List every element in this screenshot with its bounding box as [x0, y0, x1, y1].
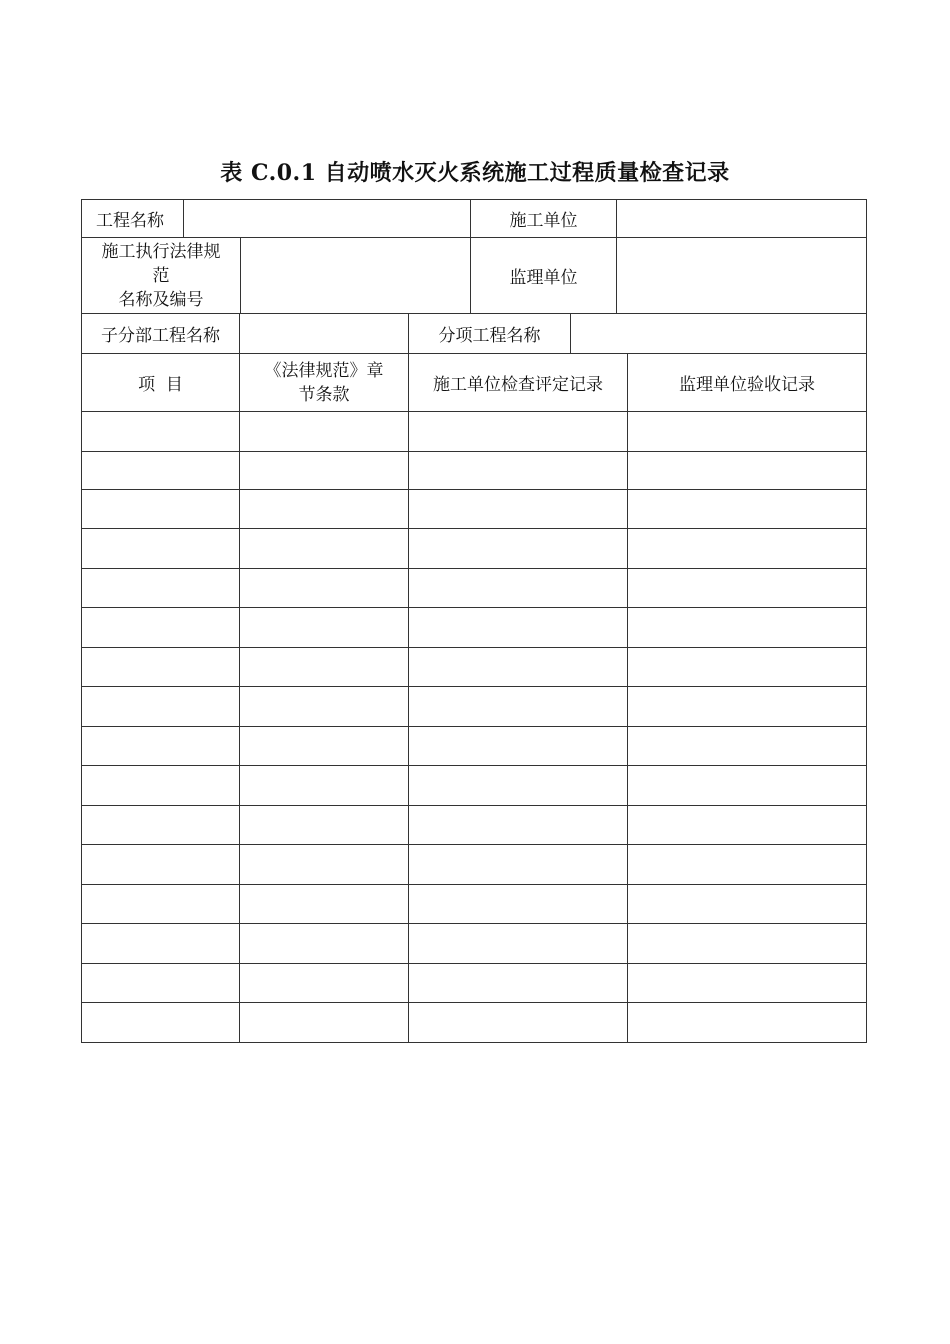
standard-label-line1: 施工执行法律规 [101, 241, 221, 262]
contractor-record-cell[interactable] [409, 687, 628, 727]
contractor-field[interactable] [617, 200, 867, 238]
item-cell[interactable] [82, 845, 240, 885]
table-row [82, 452, 867, 490]
contractor-record-cell[interactable] [409, 806, 628, 845]
clause-cell[interactable] [240, 964, 409, 1003]
item-cell[interactable] [82, 1003, 240, 1043]
supervisor-record-cell[interactable] [628, 964, 867, 1003]
supervisor-record-cell[interactable] [628, 529, 867, 569]
supervisor-record-cell[interactable] [628, 490, 867, 529]
supervisor-record-cell[interactable] [628, 1003, 867, 1043]
contractor-record-cell[interactable] [409, 885, 628, 924]
item-cell[interactable] [82, 412, 240, 452]
supervisor-record-cell[interactable] [628, 687, 867, 727]
clause-cell[interactable] [240, 648, 409, 687]
contractor-record-cell[interactable] [409, 529, 628, 569]
clause-cell[interactable] [240, 885, 409, 924]
supervisor-field[interactable] [617, 238, 867, 314]
column-header-row [82, 354, 867, 412]
column-clause-line2: 节条款 [298, 384, 350, 405]
supervisor-record-cell[interactable] [628, 608, 867, 648]
item-cell[interactable] [82, 766, 240, 806]
project-name-label: 工程名称 [82, 200, 184, 238]
clause-cell[interactable] [240, 766, 409, 806]
contractor-record-cell[interactable] [409, 490, 628, 529]
table-row [82, 529, 867, 569]
contractor-record-cell[interactable] [409, 648, 628, 687]
contractor-record-cell[interactable] [409, 412, 628, 452]
contractor-record-cell[interactable] [409, 452, 628, 490]
supervisor-record-cell[interactable] [628, 569, 867, 608]
clause-cell[interactable] [240, 490, 409, 529]
item-cell[interactable] [82, 569, 240, 608]
subitem-field[interactable] [571, 314, 867, 354]
clause-cell[interactable] [240, 687, 409, 727]
table-row [82, 806, 867, 845]
standard-label [82, 238, 241, 314]
table-row [82, 766, 867, 806]
table-row [82, 885, 867, 924]
supervisor-record-cell[interactable] [628, 924, 867, 964]
clause-cell[interactable] [240, 412, 409, 452]
document-title: 表 C.0.1 自动喷水灭火系统施工过程质量检查记录 [220, 160, 730, 186]
contractor-record-cell[interactable] [409, 845, 628, 885]
item-cell[interactable] [82, 806, 240, 845]
column-item: 项 目 [82, 354, 240, 412]
contractor-record-cell[interactable] [409, 924, 628, 964]
standard-field[interactable] [241, 238, 471, 314]
item-cell[interactable] [82, 648, 240, 687]
clause-cell[interactable] [240, 608, 409, 648]
supervisor-record-cell[interactable] [628, 648, 867, 687]
item-cell[interactable] [82, 687, 240, 727]
item-cell[interactable] [82, 727, 240, 766]
column-supervisor-record: 监理单位验收记录 [628, 354, 867, 412]
table-row [82, 964, 867, 1003]
item-cell[interactable] [82, 924, 240, 964]
table-row [82, 490, 867, 529]
clause-cell[interactable] [240, 845, 409, 885]
contractor-record-cell[interactable] [409, 569, 628, 608]
clause-cell[interactable] [240, 529, 409, 569]
clause-cell[interactable] [240, 727, 409, 766]
supervisor-record-cell[interactable] [628, 766, 867, 806]
subdivision-label: 子分部工程名称 [82, 314, 240, 354]
supervisor-label: 监理单位 [471, 238, 617, 314]
clause-cell[interactable] [240, 569, 409, 608]
item-cell[interactable] [82, 452, 240, 490]
contractor-label: 施工单位 [471, 200, 617, 238]
table-row [82, 727, 867, 766]
project-name-field[interactable] [184, 200, 471, 238]
supervisor-record-cell[interactable] [628, 727, 867, 766]
item-cell[interactable] [82, 529, 240, 569]
subitem-label: 分项工程名称 [409, 314, 571, 354]
subdivision-table [81, 313, 867, 354]
item-cell[interactable] [82, 964, 240, 1003]
table-row [82, 648, 867, 687]
table-row [82, 412, 867, 452]
record-body [82, 412, 867, 1043]
contractor-record-cell[interactable] [409, 727, 628, 766]
supervisor-record-cell[interactable] [628, 845, 867, 885]
column-clause [240, 354, 409, 412]
standard-label-line3: 名称及编号 [118, 289, 204, 310]
contractor-record-cell[interactable] [409, 766, 628, 806]
contractor-record-cell[interactable] [409, 608, 628, 648]
table-row [82, 845, 867, 885]
table-row [82, 687, 867, 727]
supervisor-record-cell[interactable] [628, 806, 867, 845]
clause-cell[interactable] [240, 924, 409, 964]
table-row [82, 924, 867, 964]
supervisor-record-cell[interactable] [628, 412, 867, 452]
column-clause-line1: 《法律规范》章 [264, 360, 384, 381]
column-contractor-record: 施工单位检查评定记录 [409, 354, 628, 412]
contractor-record-cell[interactable] [409, 964, 628, 1003]
supervisor-record-cell[interactable] [628, 452, 867, 490]
item-cell[interactable] [82, 608, 240, 648]
clause-cell[interactable] [240, 806, 409, 845]
table-row [82, 569, 867, 608]
table-row [82, 1003, 867, 1043]
supervisor-record-cell[interactable] [628, 885, 867, 924]
project-info-table [81, 199, 867, 314]
subdivision-field[interactable] [240, 314, 409, 354]
item-cell[interactable] [82, 885, 240, 924]
contractor-record-cell[interactable] [409, 1003, 628, 1043]
clause-cell[interactable] [240, 452, 409, 490]
standard-label-line2: 范 [152, 265, 170, 286]
record-table [81, 353, 867, 1043]
item-cell[interactable] [82, 490, 240, 529]
clause-cell[interactable] [240, 1003, 409, 1043]
table-row [82, 608, 867, 648]
